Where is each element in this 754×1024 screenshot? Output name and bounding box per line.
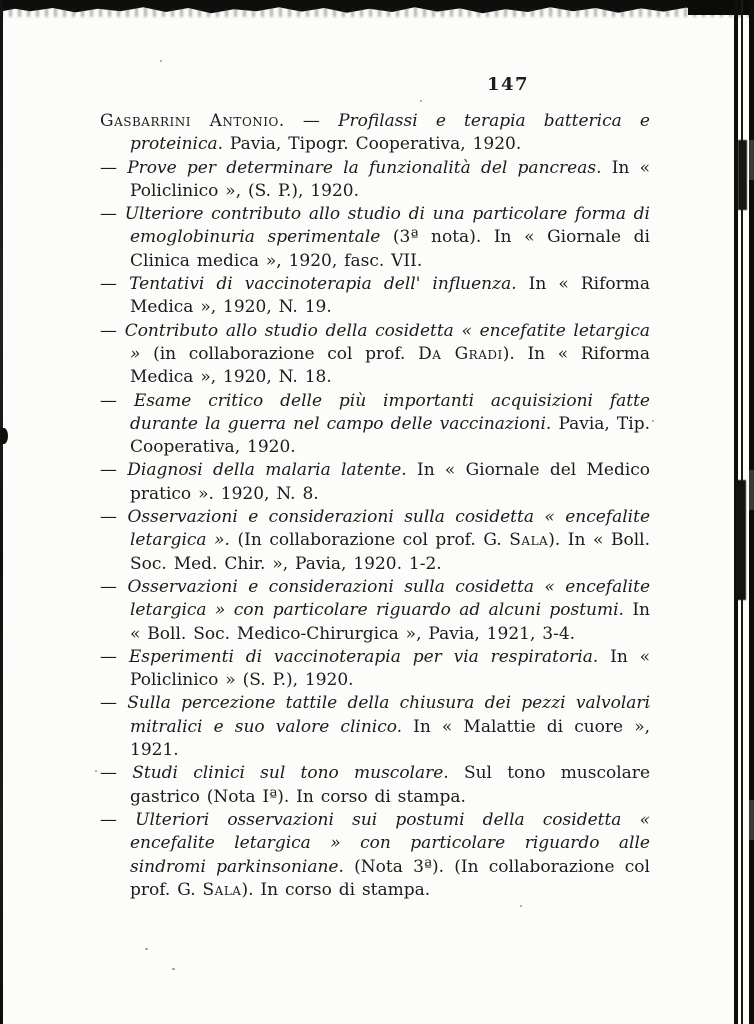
entry-segment-title-italic: Profilassi e terapia batterica e proteinica. (130, 111, 650, 155)
entry-segment-roman: — (100, 390, 134, 411)
page-number: 147 (487, 74, 530, 95)
entry-segment-roman: — (100, 204, 125, 225)
bibliography-entry (100, 203, 650, 273)
entry-segment-roman: — (100, 507, 128, 528)
entry-segment-roman: In « Giornale del Medico pratico ». 1920, N. 8. (130, 460, 651, 504)
entry-segment-title-italic: Sulla percezione tattile della chiusura dei pezzi valvolari mitralici e suo valore clinico. (127, 693, 650, 737)
entry-segment-roman: In « Boll. Soc. Medico-Chirurgica », Pavia, 1921, 3-4. (130, 600, 650, 644)
entry-segment-roman: — (100, 576, 128, 597)
entry-segment-title-italic: Diagnosi della malaria latente. (127, 460, 407, 481)
scan-top-right-corner-artifact (688, 0, 754, 15)
entry-segment-title-italic: Osservazioni e considerazioni sulla cosidetta « encefalite letargica ». (127, 507, 651, 551)
entry-segment-title-italic: Esperimenti di vaccinoterapia per via respiratoria. (128, 646, 599, 667)
scan-speck (520, 905, 522, 907)
entry-segment-title-italic: Esame critico delle più importanti acquisizioni fatte durante la guerra nel campo delle vaccinazioni. (130, 390, 650, 434)
entry-segment-roman: — (100, 157, 128, 178)
bibliography-entry (100, 646, 650, 693)
entry-segment-roman: In « Malattie di cuore », 1921. (130, 716, 651, 761)
scan-left-edge-artifact (0, 0, 3, 1024)
scan-speck (160, 60, 162, 62)
bibliography-entry (100, 110, 650, 157)
entry-segment-title-italic: Prove per determinare la funzionalità del pancreas. (127, 157, 602, 178)
entry-segment-title-italic: Studi clinici sul tono muscolare. (132, 763, 449, 784)
scan-speck (652, 420, 654, 422)
bibliography-entry (100, 576, 650, 646)
bibliography-list (100, 110, 650, 902)
scan-speck (145, 948, 148, 950)
bibliography-entry (100, 459, 650, 506)
bibliography-entry (100, 157, 650, 204)
entry-segment-name-smallcaps: Sala (509, 530, 549, 551)
scan-top-edge-noise (0, 7, 754, 17)
entry-segment-roman: — (100, 693, 128, 714)
entry-segment-roman: In « Policlinico », (S. P.), 1920. (130, 157, 650, 201)
entry-segment-roman: ). In corso di stampa. (241, 879, 431, 900)
entry-segment-roman: — (100, 646, 129, 667)
bibliography-entry (100, 390, 650, 460)
bibliography-entry (100, 320, 650, 390)
entry-segment-roman: — (284, 111, 339, 131)
entry-segment-title-italic: Ulteriori osservazioni sui postumi della cosidetta « encefalite letargica » con particolare riguardo alle sindromi parkinsoniane. (130, 809, 650, 877)
bibliography-entry (100, 506, 650, 576)
entry-segment-roman: Pavia, Tipogr. Cooperativa, 1920. (223, 134, 522, 155)
entry-segment-roman: — (100, 460, 128, 481)
scan-speck (172, 968, 175, 970)
entry-segment-roman: In « Riforma Medica », 1920, N. 19. (130, 274, 650, 318)
entry-segment-roman: In « Policlinico » (S. P.), 1920. (130, 646, 651, 691)
entry-segment-roman: (In collaborazione col prof. G. (229, 530, 510, 551)
bibliography-entry (100, 273, 650, 320)
entry-segment-name-smallcaps: Gasbarrini Antonio. (100, 111, 285, 131)
entry-segment-roman: (Nota 3ª). (In collaborazione col prof. G. (130, 856, 650, 900)
scan-smudge (738, 140, 747, 210)
entry-segment-title-italic: Ulteriore contributo allo studio di una particolare forma di emoglobinuria sperimentale (124, 204, 650, 248)
entry-segment-roman: — (100, 809, 136, 830)
entry-segment-roman: Pavia, Tip. Cooperativa, 1920. (130, 413, 650, 458)
entry-segment-roman: ). In « Riforma Medica », 1920, N. 18. (130, 343, 650, 388)
entry-segment-roman: — (100, 274, 130, 295)
scan-left-blob-artifact (0, 428, 8, 444)
entry-segment-roman: Sul tono muscolare gastrico (Nota Iª). In corso di stampa. (130, 763, 650, 807)
bibliography-entry (100, 762, 650, 809)
entry-segment-title-italic: Tentativi di vaccinoterapia dell' influenza. (129, 274, 517, 295)
entry-segment-roman: — (100, 763, 133, 784)
scan-speck (420, 100, 422, 102)
bibliography-entry (100, 809, 650, 902)
entry-segment-roman: — (100, 320, 125, 341)
entry-segment-title-italic: Osservazioni e considerazioni sulla cosidetta « encefalite letargica » con particolare riguardo ad alcuni postumi. (127, 576, 651, 621)
bibliography-entry (100, 692, 650, 762)
entry-segment-roman: (3ª nota). In « Giornale di Clinica medica », 1920, fasc. VII. (130, 227, 650, 271)
entry-segment-name-smallcaps: Da Gradi (418, 343, 503, 364)
scan-right-edge-artifact (749, 0, 754, 1024)
scan-speck (95, 770, 97, 772)
entry-segment-roman: ). In « Boll. Soc. Med. Chir. », Pavia, 1920. 1-2. (130, 530, 650, 574)
entry-segment-title-italic: Contributo allo studio della cosidetta « encefatite letargica » (124, 320, 650, 364)
entry-segment-name-smallcaps: Sala (202, 879, 242, 900)
scan-smudge (736, 480, 746, 600)
entry-segment-roman: (in collaborazione col prof. (140, 343, 419, 364)
